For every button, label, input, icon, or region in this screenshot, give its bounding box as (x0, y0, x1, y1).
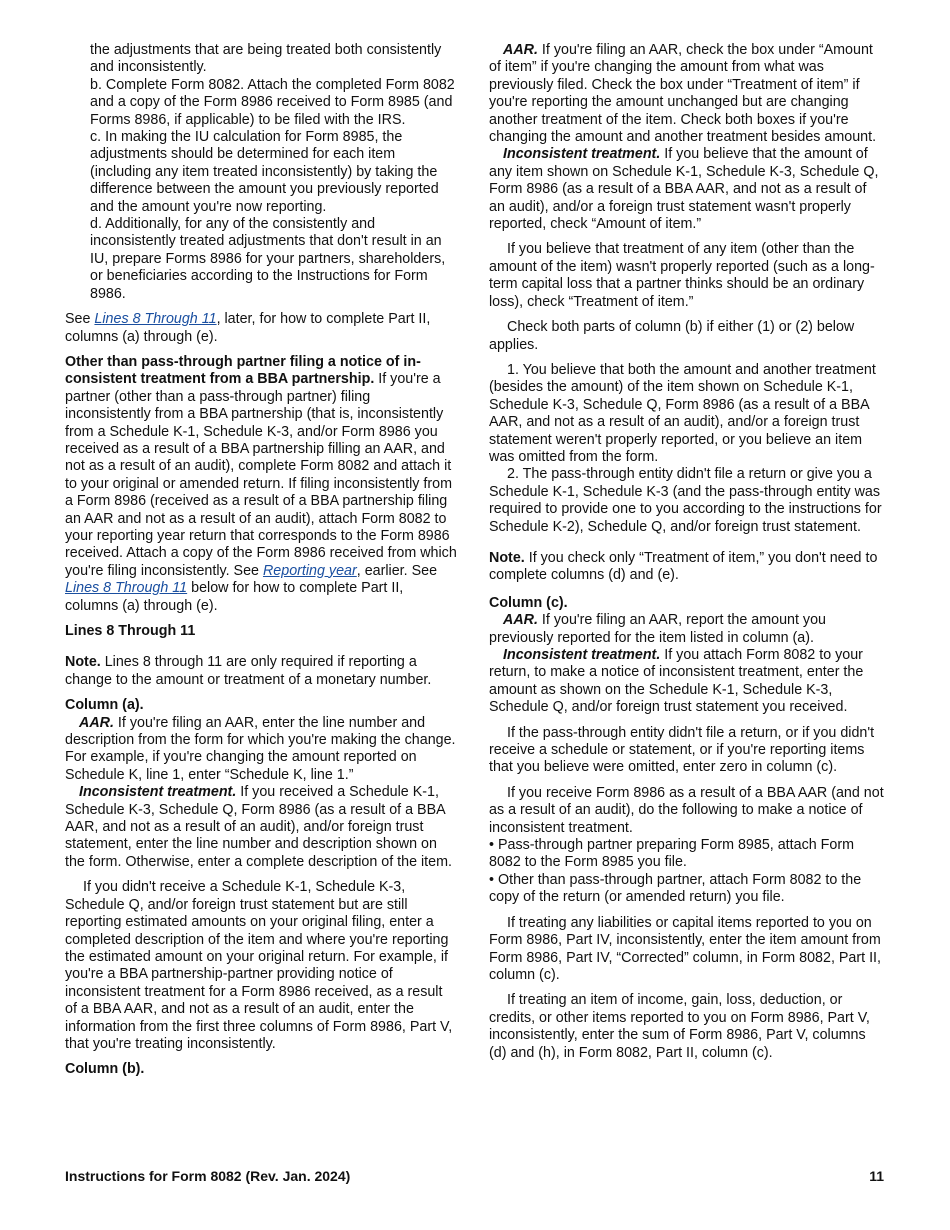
other-than-heading: Other than pass-through partner filing a notice of in-consistent treatment from a BBA partnership. (65, 353, 421, 388)
column-b-aar: AAR. If you're filing an AAR, check the box under “Amount of item” if you're changing the amount from what was previously filed. Check the box under “Treatment of item” if you're reporting the amount unchanged but are changing another treatment of the item. Check both boxes if you're changing the amount and another treatment besides amount. (489, 42, 877, 146)
bullet-icon: • (489, 837, 498, 854)
lines-8-11-link[interactable]: Lines 8 Through 11 (94, 311, 217, 328)
list-item: b. Complete Form 8082. Attach the completed Form 8082 and a copy of the Form 8986 received to Form 8985 (and Forms 8986, if applicable) to be filed with the IRS. (90, 76, 455, 128)
column-c-heading: Column (c). (489, 594, 568, 611)
numbered-item-2: 2. The pass-through entity didn't file a return or give you a Schedule K-1, Schedule K-3 (and the pass-through entity was required to provide one to you according to the instructions for Schedule K-2), Schedule Q, and/or foreign trust statement. (489, 466, 882, 535)
column-c-paragraph-3: If treating any liabilities or capital items reported to you on Form 8986, Part IV, inconsistently, enter the item amount from Form 8986, Part IV, “Corrected” column, in Form 8082, Part II, column (c). (489, 914, 881, 983)
lines-heading: Lines 8 Through 11 (65, 623, 196, 639)
list-continuation (65, 42, 457, 303)
other-than-paragraph: Other than pass-through partner filing a notice of in-consistent treatment from a BBA partnership. If you're a partner (other than a pass-through partner) filing inconsistently from a BBA partnership (that is, inconsistently from a Schedule K-1, Schedule K-3, and/or Form 8986 you received as a result of a BBA partnership filling an AAR, and not as a result of an audit), complete Form 8082 and attach it to your original or amended return. If filing inconsistently from a Form 8986 (received as a result of a BBA partnership filing an AAR and not as a result of an audit), attach Form 8082 to your reporting year return that corresponds to the Form 8986 received. Attach a copy of the Form 8986 received from which you're filing inconsistently. See Reporting year, earlier. See Lines 8 Through 11 below for how to complete Part II, columns (a) through (e). (65, 353, 457, 614)
column-c-paragraph-1: If the pass-through entity didn't file a return, or if you didn't receive a schedule or statement, or if you're reporting items that you believe were omitted, enter zero in column (c). (489, 724, 875, 776)
right-column (489, 42, 884, 1070)
list-item: c. In making the IU calculation for Form 8985, the adjustments should be determined for each item (including any item treated inconsistently) by taking the difference between the amount you previously reported and the amount you're now reporting. (90, 129, 439, 215)
column-a-heading: Column (a). (65, 697, 144, 714)
column-a-aar: AAR. If you're filing an AAR, enter the line number and description from the form for which you're making the change. For example, if you're changing the amount reported on Schedule K, line 1, enter “Schedule K, line 1.” (65, 714, 456, 783)
column-c-aar: AAR. If you're filing an AAR, report the amount you previously reported for the item listed in column (a). (489, 612, 826, 646)
page-number: 11 (869, 1168, 884, 1184)
list-item: d. Additionally, for any of the consistently and inconsistently treated adjustments that don't result in an IU, prepare Forms 8986 for your partners, shareholders, or beneficiaries according to the Instructions for Form 8986. (90, 216, 446, 302)
column-b-heading: Column (b). (65, 1061, 145, 1078)
left-column (65, 42, 457, 1085)
column-c-inconsistent: Inconsistent treatment. If you attach Form 8082 to your return, to make a notice of inconsistent treatment, enter the amount as shown on the Schedule K-1, Schedule K-3, Schedule Q, and/or foreign trust statement you received. (489, 647, 864, 716)
see-lines-paragraph: See Lines 8 Through 11, later, for how to complete Part II, columns (a) through (e). (65, 311, 431, 345)
reporting-year-link[interactable]: Reporting year (262, 562, 357, 579)
bullet-item: • Pass-through partner preparing Form 8985, attach Form 8082 to the Form 8985 you file. (489, 837, 854, 871)
bullet-item: • Other than pass-through partner, attach Form 8082 to the copy of the return (or amended return) you file. (489, 871, 862, 906)
both-parts-paragraph: Check both parts of column (b) if either (1) or (2) below applies. (489, 319, 855, 353)
column-c-paragraph-2: If you receive Form 8986 as a result of a BBA AAR (and not as a result of an audit), do the following to make a notice of inconsistent treatment. (489, 784, 884, 836)
numbered-item-1: 1. You believe that both the amount and another treatment (besides the amount) of the item shown on Schedule K-1, Schedule K-3, Schedule Q, Form 8986 (as a result of a BBA AAR, and not as a result of an audit), and/or a foreign trust statement weren't properly reported, or you believe an item was omitted from the form. (489, 361, 876, 465)
column-c-paragraph-4: If treating an item of income, gain, loss, deduction, or credits, or other items reported to you on Form 8986, Part V, inconsistently, enter the sum of Form 8986, Part V, columns (d) and (h), in Form 8082, Part II, column (c). (489, 992, 870, 1061)
note-paragraph: Note. Lines 8 through 11 are only required if reporting a change to the amount or treatment of a monetary number. (65, 654, 432, 688)
column-a-inconsistent: Inconsistent treatment. If you received a Schedule K-1, Schedule K-3, Schedule Q, Form 8986 (as a result of a BBA AAR, and not as a result of an audit), and/or foreign trust statement, enter the line number and description shown on the form. Otherwise, enter a complete description of the item. (65, 784, 452, 870)
treatment-paragraph: If you believe that treatment of any item (other than the amount of the item) wasn't properly reported (such as a long-term capital loss that a partner thinks should be an ordinary loss), check “Treatment of item.” (489, 241, 875, 310)
lines-8-11-link-2[interactable]: Lines 8 Through 11 (65, 580, 188, 597)
column-a-paragraph: If you didn't receive a Schedule K-1, Schedule K-3, Schedule Q, and/or foreign trust statement but are still reporting estimated amounts on your original filing, enter a completed description of the item and where you're reporting the estimated amount on your original return. For example, if you're a BBA partnership-partner providing notice of inconsistent treatment for a Form 8986 received, as a result of a BBA AAR, and not as a result of an audit, enter the information from the first three columns of Form 8986, Part V, that you're treating inconsistently. (65, 879, 453, 1052)
footer-title: Instructions for Form 8082 (Rev. Jan. 2024) (65, 1168, 351, 1184)
bullet-icon: • (489, 871, 498, 888)
note-paragraph-right: Note. If you check only “Treatment of item,” you don't need to complete columns (d) and (e). (489, 549, 878, 584)
list-item: the adjustments that are being treated both consistently and inconsistently. (90, 42, 442, 76)
column-b-inconsistent: Inconsistent treatment. If you believe that the amount of any item shown on Schedule K-1, Schedule K-3, Schedule Q, Form 8986 (as a result of a BBA AAR, and not as a result of an audit), and/or a foreign trust statement wasn't properly reported, check “Amount of item.” (489, 146, 879, 233)
